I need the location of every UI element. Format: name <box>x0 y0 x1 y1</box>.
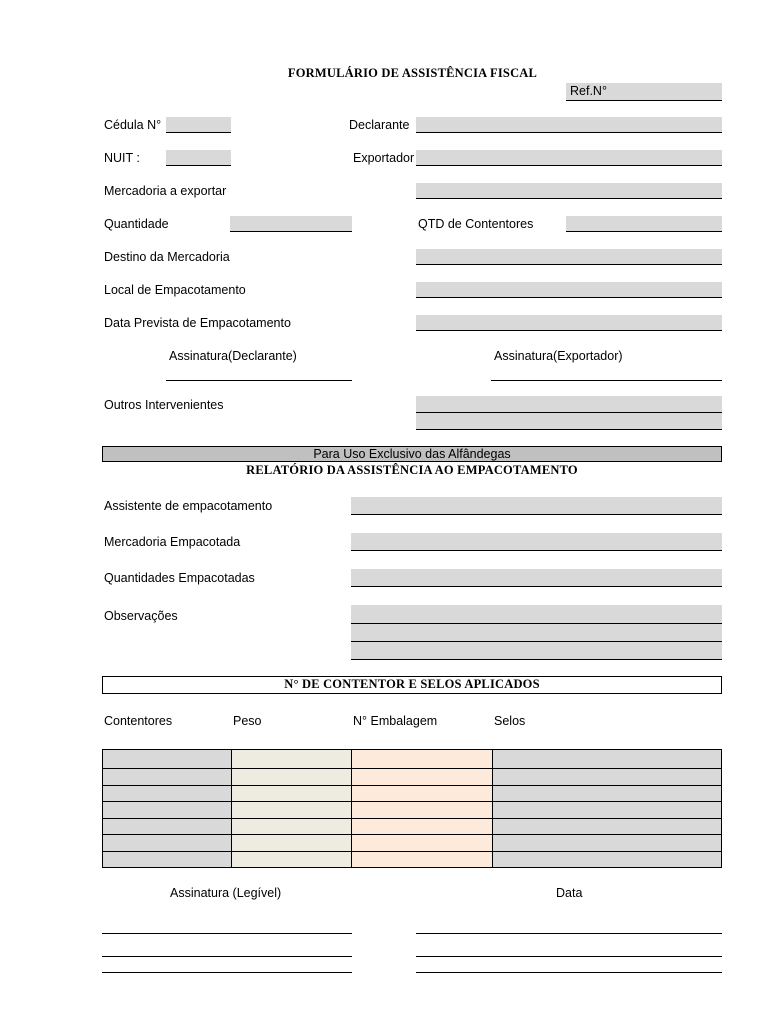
ref-number-field[interactable] <box>566 83 722 101</box>
table-cell-contentor[interactable] <box>103 819 232 835</box>
table-cell-embalagem[interactable] <box>352 835 493 852</box>
nuit-input[interactable] <box>166 150 231 166</box>
table-cell-contentor[interactable] <box>103 769 232 786</box>
cedula-label: Cédula N° <box>104 118 162 132</box>
table-cell-peso[interactable] <box>232 786 352 802</box>
table-cell-embalagem[interactable] <box>352 769 493 786</box>
form-title: FORMULÁRIO DE ASSISTÊNCIA FISCAL <box>287 66 538 80</box>
local-input[interactable] <box>416 282 722 298</box>
data-prevista-input[interactable] <box>416 315 722 331</box>
table-cell-contentor[interactable] <box>103 852 232 868</box>
destino-input[interactable] <box>416 249 722 265</box>
observacoes-input-3[interactable] <box>351 642 722 660</box>
table-cell-selos[interactable] <box>493 786 722 802</box>
observacoes-label: Observações <box>104 609 178 623</box>
data-line-2[interactable] <box>416 955 722 957</box>
cedula-input[interactable] <box>166 117 231 133</box>
outros-input-1[interactable] <box>416 396 722 413</box>
assistente-input[interactable] <box>351 497 722 515</box>
data-label: Data <box>556 886 583 900</box>
table-cell-contentor[interactable] <box>103 802 232 819</box>
ref-number-label: Ref.N° <box>570 84 607 98</box>
observacoes-input-2[interactable] <box>351 624 722 642</box>
mercadoria-empacotada-input[interactable] <box>351 533 722 551</box>
nuit-label: NUIT : <box>104 151 140 165</box>
col-header-embalagem: N° Embalagem <box>353 714 438 728</box>
declarante-input[interactable] <box>416 117 722 133</box>
col-header-peso: Peso <box>233 714 262 728</box>
data-line-1[interactable] <box>416 932 722 934</box>
col-header-contentores: Contentores <box>104 714 173 728</box>
assinatura-line-2[interactable] <box>102 955 352 957</box>
table-cell-contentor[interactable] <box>103 786 232 802</box>
table-cell-peso[interactable] <box>232 852 352 868</box>
qtd-contentores-input[interactable] <box>566 216 722 232</box>
assinatura-declarante-line[interactable] <box>166 379 352 381</box>
customs-only-label: Para Uso Exclusivo das Alfândegas <box>313 447 511 461</box>
table-cell-contentor[interactable] <box>103 750 232 769</box>
table-cell-selos[interactable] <box>493 750 722 769</box>
mercadoria-input[interactable] <box>416 183 722 199</box>
destino-label: Destino da Mercadoria <box>104 250 230 264</box>
quantidade-label: Quantidade <box>104 217 169 231</box>
data-line-3[interactable] <box>416 971 722 973</box>
observacoes-input-1[interactable] <box>351 605 722 624</box>
containers-table <box>102 749 722 868</box>
assistente-label: Assistente de empacotamento <box>104 499 273 513</box>
assinatura-line-1[interactable] <box>102 932 352 934</box>
table-cell-peso[interactable] <box>232 769 352 786</box>
assinatura-legivel-label: Assinatura (Legível) <box>170 886 282 900</box>
table-cell-selos[interactable] <box>493 802 722 819</box>
declarante-label: Declarante <box>349 118 410 132</box>
table-cell-embalagem[interactable] <box>352 750 493 769</box>
qtd-contentores-label: QTD de Contentores <box>418 217 534 231</box>
table-cell-selos[interactable] <box>493 819 722 835</box>
report-title: RELATÓRIO DA ASSISTÊNCIA AO EMPACOTAMENTO <box>246 463 578 477</box>
table-cell-embalagem[interactable] <box>352 819 493 835</box>
local-label: Local de Empacotamento <box>104 283 246 297</box>
exportador-input[interactable] <box>416 150 722 166</box>
col-header-selos: Selos <box>494 714 526 728</box>
assinatura-exportador-label: Assinatura(Exportador) <box>494 349 623 363</box>
assinatura-line-3[interactable] <box>102 971 352 973</box>
table-cell-embalagem[interactable] <box>352 802 493 819</box>
outros-label: Outros Intervenientes <box>104 398 224 412</box>
table-cell-selos[interactable] <box>493 852 722 868</box>
table-cell-contentor[interactable] <box>103 835 232 852</box>
mercadoria-empacotada-label: Mercadoria Empacotada <box>104 535 241 549</box>
exportador-label: Exportador <box>353 151 415 165</box>
assinatura-exportador-line[interactable] <box>491 379 722 381</box>
quantidade-input[interactable] <box>230 216 352 232</box>
table-cell-peso[interactable] <box>232 835 352 852</box>
outros-input-2[interactable] <box>416 413 722 430</box>
containers-title: N° DE CONTENTOR E SELOS APLICADOS <box>284 677 540 691</box>
mercadoria-label: Mercadoria a exportar <box>104 184 227 198</box>
quantidades-empacotadas-input[interactable] <box>351 569 722 587</box>
assinatura-declarante-label: Assinatura(Declarante) <box>169 349 297 363</box>
table-cell-selos[interactable] <box>493 835 722 852</box>
table-cell-selos[interactable] <box>493 769 722 786</box>
quantidades-empacotadas-label: Quantidades Empacotadas <box>104 571 255 585</box>
table-cell-peso[interactable] <box>232 802 352 819</box>
table-cell-embalagem[interactable] <box>352 852 493 868</box>
table-cell-peso[interactable] <box>232 750 352 769</box>
table-cell-embalagem[interactable] <box>352 786 493 802</box>
data-prevista-label: Data Prevista de Empacotamento <box>104 316 291 330</box>
table-cell-peso[interactable] <box>232 819 352 835</box>
